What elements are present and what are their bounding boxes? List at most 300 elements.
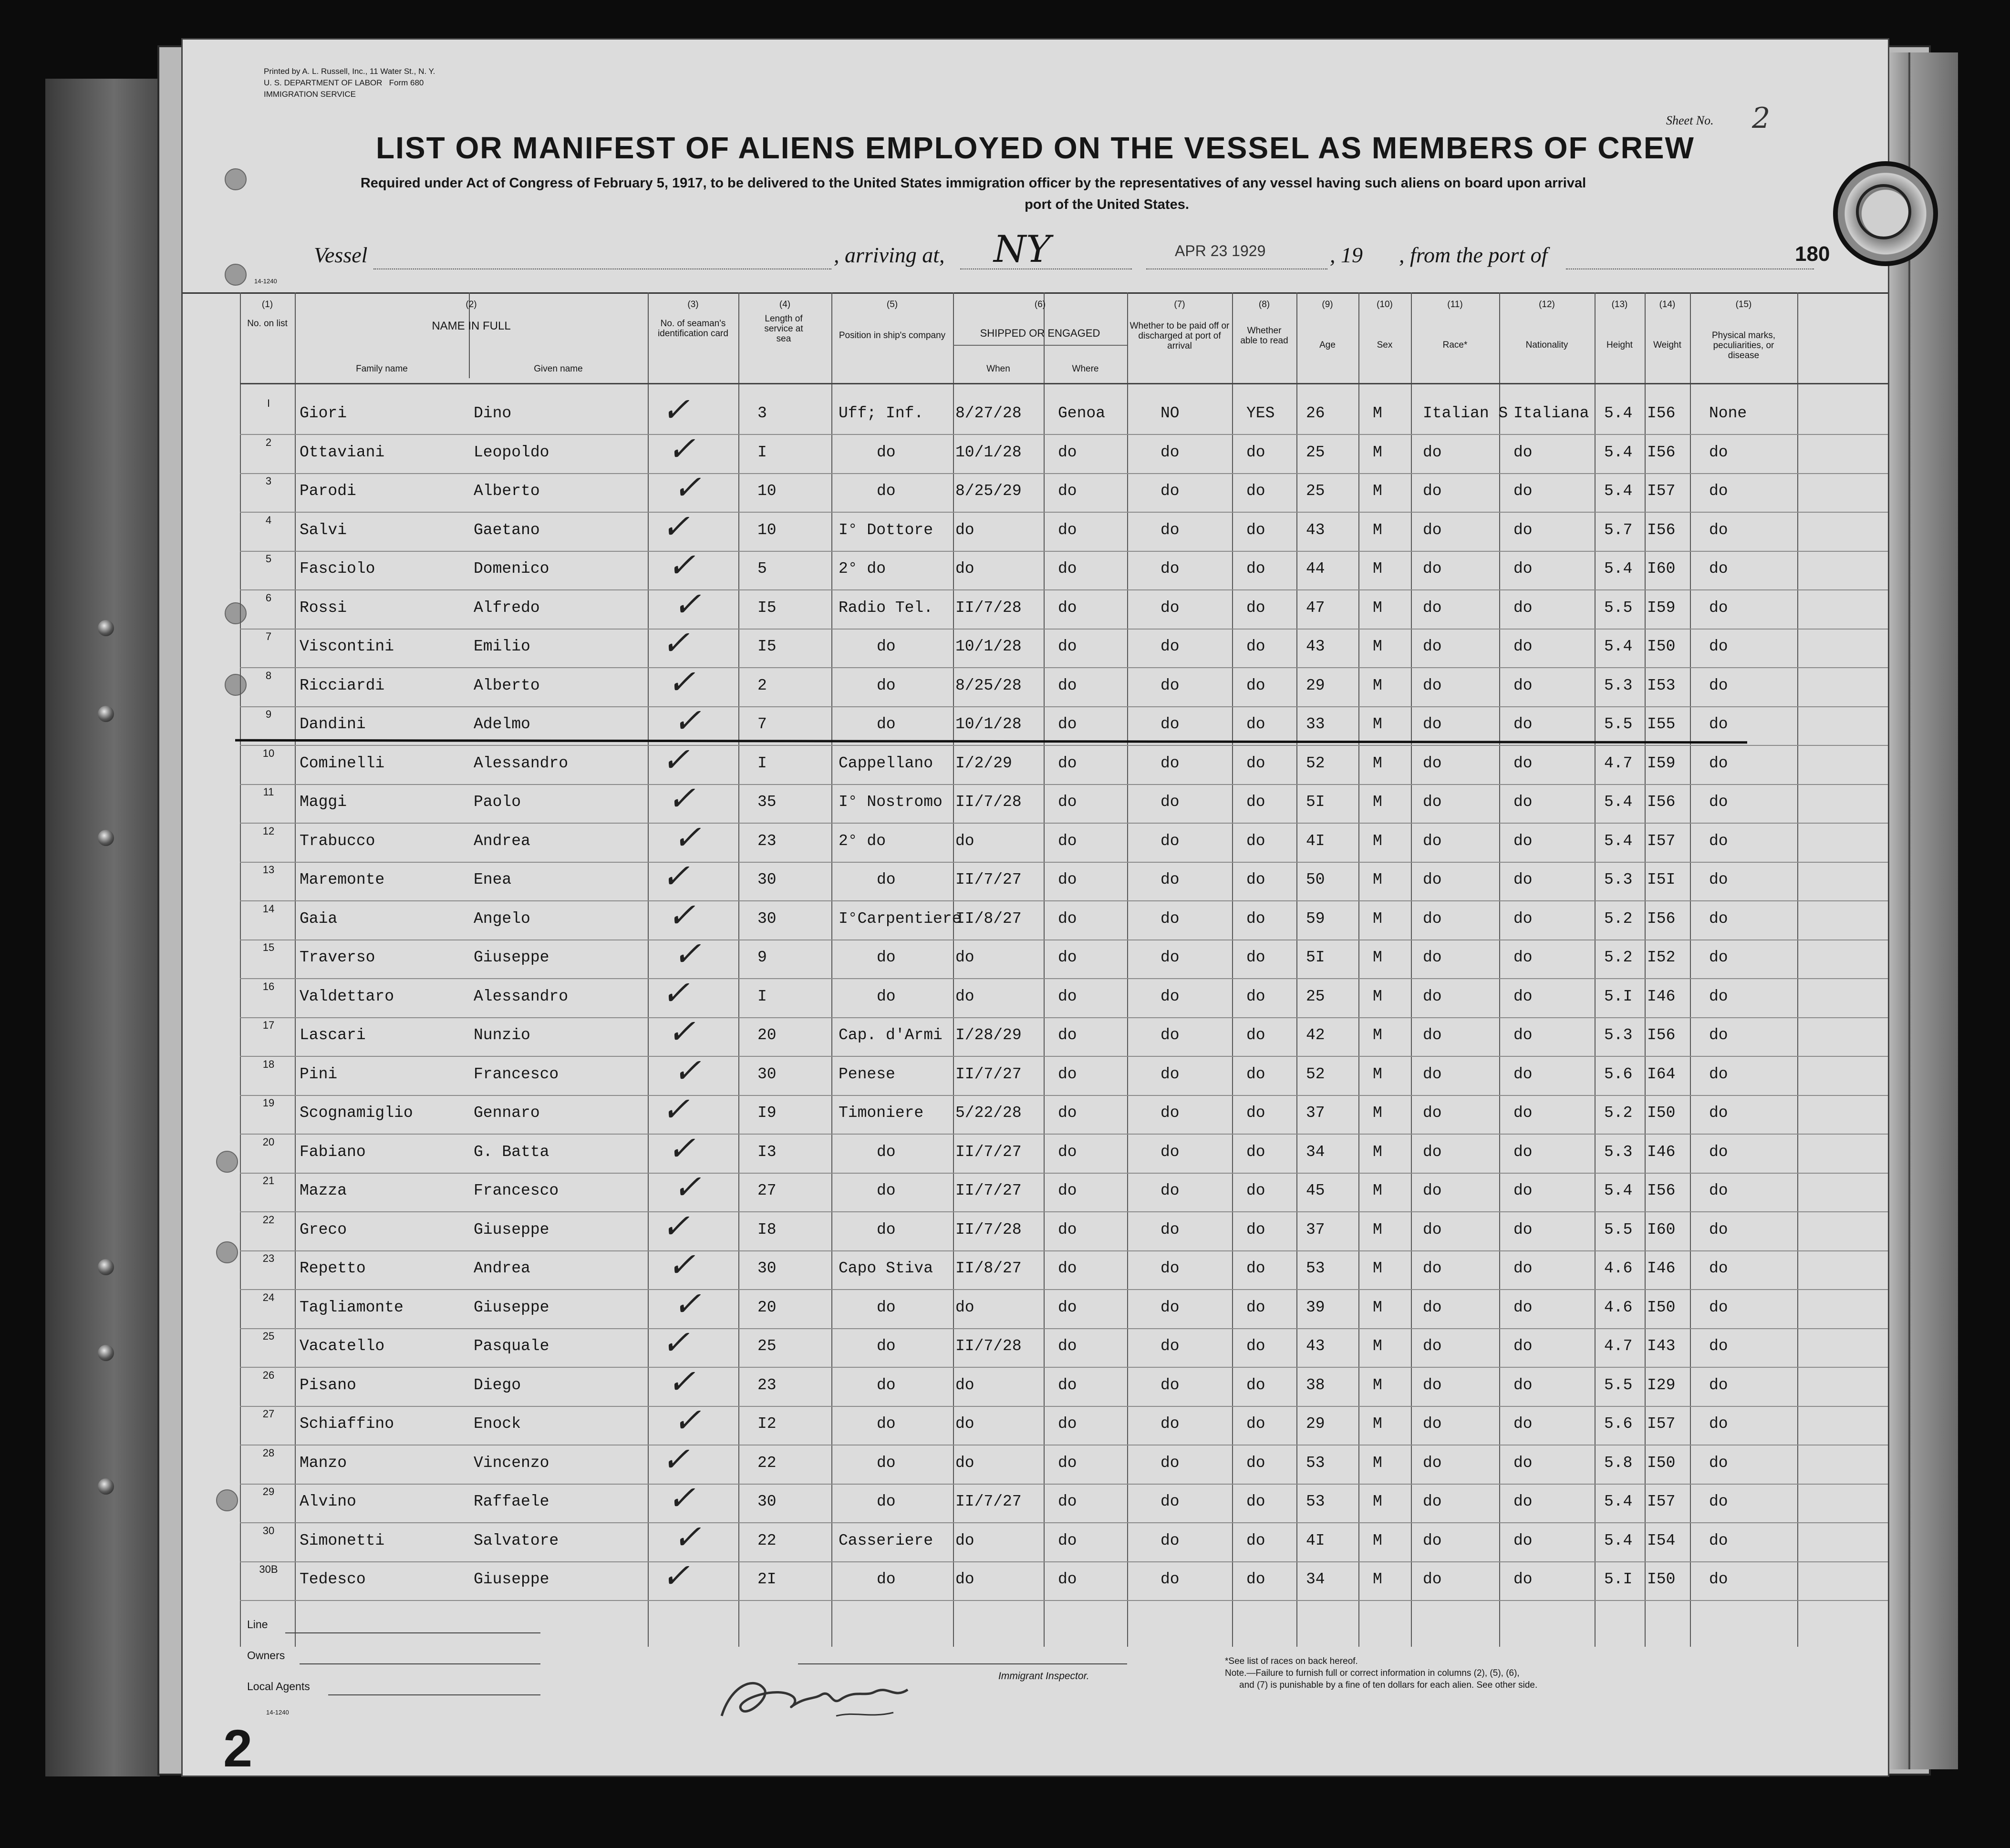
row-number: I xyxy=(267,397,270,409)
age: 37 xyxy=(1306,1104,1325,1122)
race: do xyxy=(1423,1104,1442,1122)
family-name: Valdettaro xyxy=(300,988,394,1005)
shipped-where: do xyxy=(1058,1299,1077,1316)
sex: M xyxy=(1373,444,1382,461)
id-card-checkmark-icon: ✓ xyxy=(671,468,709,507)
physical-marks: do xyxy=(1709,1260,1728,1277)
paid-off: do xyxy=(1160,715,1180,733)
able-to-read: do xyxy=(1246,988,1265,1005)
weight: I56 xyxy=(1647,444,1676,461)
sex: M xyxy=(1373,1104,1382,1122)
sex: M xyxy=(1373,1026,1382,1044)
position: do xyxy=(877,1376,896,1394)
position: do xyxy=(877,949,896,966)
given-name: Adelmo xyxy=(474,715,530,733)
row-rule xyxy=(240,823,1888,824)
height: 5.4 xyxy=(1604,1493,1633,1510)
age: 45 xyxy=(1306,1182,1325,1199)
col-1-header: No. on list xyxy=(247,319,288,329)
age: 59 xyxy=(1306,910,1325,928)
able-to-read: do xyxy=(1246,1065,1265,1083)
paid-off: do xyxy=(1160,677,1180,694)
shipped-where: do xyxy=(1058,832,1077,850)
nationality: do xyxy=(1513,1493,1533,1510)
paid-off: do xyxy=(1160,1415,1180,1433)
height: 5.3 xyxy=(1604,677,1633,694)
row-number: 30B xyxy=(259,1563,278,1575)
imprint-department xyxy=(264,77,435,89)
race: do xyxy=(1423,910,1442,928)
sex: M xyxy=(1373,1532,1382,1549)
stamped-page-number: 180 xyxy=(1795,242,1830,266)
shipped-when: do xyxy=(955,1454,974,1472)
col-3-header: No. of seaman's identification card xyxy=(658,319,728,339)
service-years: 22 xyxy=(757,1454,777,1472)
able-to-read: do xyxy=(1246,715,1265,733)
service-years: I5 xyxy=(757,638,777,655)
given-name: Gennaro xyxy=(474,1104,540,1122)
shipped-when: 8/25/29 xyxy=(955,482,1022,500)
service-years: 20 xyxy=(757,1026,777,1044)
binder-rivet xyxy=(98,620,114,636)
service-years: 30 xyxy=(757,1065,777,1083)
shipped-when: do xyxy=(955,988,974,1005)
shipped-when: do xyxy=(955,1570,974,1588)
sex: M xyxy=(1373,754,1382,772)
height: 5.I xyxy=(1604,1570,1633,1588)
sex: M xyxy=(1373,1415,1382,1433)
age: 5I xyxy=(1306,793,1325,811)
weight: I5I xyxy=(1647,871,1676,888)
id-card-checkmark-icon: ✓ xyxy=(671,1401,709,1440)
age: 42 xyxy=(1306,1026,1325,1044)
height: 4.7 xyxy=(1604,754,1633,772)
race: do xyxy=(1423,793,1442,811)
race: do xyxy=(1423,1376,1442,1394)
col-6-number: (6) xyxy=(1034,299,1046,310)
paid-off: do xyxy=(1160,1454,1180,1472)
row-number: 19 xyxy=(262,1097,275,1109)
id-card-checkmark-icon: ✓ xyxy=(659,1440,698,1479)
row-number: 18 xyxy=(262,1058,275,1070)
shipped-where: do xyxy=(1058,988,1077,1005)
position: do xyxy=(877,1570,896,1588)
printer-imprint xyxy=(264,66,435,100)
page-subtitle: Required under Act of Congress of February 5, 1917, to be delivered to the United States immigration officer by the representatives of any vessel having such aliens on board upon arrival xyxy=(360,176,1586,191)
col-divider xyxy=(1296,292,1297,1647)
paid-off: do xyxy=(1160,1182,1180,1199)
physical-marks: do xyxy=(1709,832,1728,850)
nationality: do xyxy=(1513,1026,1533,1044)
vessel-label: Vessel xyxy=(314,243,368,267)
right-page-stack xyxy=(1886,52,1958,1769)
position: do xyxy=(877,638,896,655)
col-6-where-header: Where xyxy=(1072,364,1099,374)
nationality: do xyxy=(1513,1104,1533,1122)
sex: M xyxy=(1373,1570,1382,1588)
given-name: Francesco xyxy=(474,1065,559,1083)
family-name: Simonetti xyxy=(300,1532,385,1549)
id-card-checkmark-icon: ✓ xyxy=(665,896,704,935)
height: 5.4 xyxy=(1604,638,1633,655)
given-name: Raffaele xyxy=(474,1493,549,1510)
shipped-when: 10/1/28 xyxy=(955,444,1022,461)
form-code-top: 14-1240 xyxy=(254,278,277,285)
service-years: 2 xyxy=(757,677,767,694)
binder-rivet xyxy=(98,706,114,722)
col-divider xyxy=(1411,292,1412,1647)
row-number: 13 xyxy=(262,864,275,876)
row-number: 15 xyxy=(262,941,275,953)
punch-hole xyxy=(225,602,247,624)
paid-off: do xyxy=(1160,1260,1180,1277)
given-name: Salvatore xyxy=(474,1532,559,1549)
sheet-number: 2 xyxy=(1752,102,1771,135)
paid-off: do xyxy=(1160,1143,1180,1161)
position: Penese xyxy=(839,1065,895,1083)
able-to-read: do xyxy=(1246,521,1265,539)
weight: I59 xyxy=(1647,599,1676,617)
weight: I57 xyxy=(1647,832,1676,850)
family-name: Tedesco xyxy=(300,1570,366,1588)
row-rule xyxy=(240,1017,1888,1018)
height: 4.6 xyxy=(1604,1260,1633,1277)
col-2-number: (2) xyxy=(466,299,477,310)
weight: I56 xyxy=(1647,404,1676,422)
given-name: Alfredo xyxy=(474,599,540,617)
shipped-when: II/7/27 xyxy=(955,1143,1022,1161)
nationality: do xyxy=(1513,910,1533,928)
year-label: , 19 xyxy=(1330,243,1363,267)
row-number: 6 xyxy=(265,592,272,604)
id-card-checkmark-icon: ✓ xyxy=(671,1518,709,1557)
col-4-number: (4) xyxy=(779,299,791,310)
imprint-service: IMMIGRATION SERVICE xyxy=(264,90,356,99)
given-name: Giuseppe xyxy=(474,1570,549,1588)
row-number: 7 xyxy=(265,630,272,642)
age: 43 xyxy=(1306,521,1325,539)
height: 5.5 xyxy=(1604,1221,1633,1239)
position: Uff; Inf. xyxy=(839,404,924,422)
page-title: LIST OR MANIFEST OF ALIENS EMPLOYED ON THE VESSEL AS MEMBERS OF CREW xyxy=(376,131,1695,165)
position: I°Carpentiere xyxy=(839,910,962,928)
age: 4I xyxy=(1306,1532,1325,1549)
family-name: Rossi xyxy=(300,599,347,617)
physical-marks: do xyxy=(1709,560,1728,578)
family-name: Ottaviani xyxy=(300,444,385,461)
shipped-when: 8/27/28 xyxy=(955,404,1022,422)
shipped-where: do xyxy=(1058,1221,1077,1239)
col-8-number: (8) xyxy=(1258,299,1270,310)
col-divider xyxy=(1044,292,1045,1647)
height: 5.4 xyxy=(1604,482,1633,500)
col-9-header: Age xyxy=(1319,340,1336,350)
id-card-checkmark-icon: ✓ xyxy=(665,1478,704,1518)
service-years: 23 xyxy=(757,1376,777,1394)
col-14-number: (14) xyxy=(1659,299,1676,310)
id-card-checkmark-icon: ✓ xyxy=(659,740,698,779)
given-name: Domenico xyxy=(474,560,549,578)
height: 5.6 xyxy=(1604,1065,1633,1083)
given-name: Giuseppe xyxy=(474,949,549,966)
paid-off: do xyxy=(1160,444,1180,461)
shipped-when: do xyxy=(955,521,974,539)
col-10-number: (10) xyxy=(1377,299,1393,310)
row-number: 23 xyxy=(262,1252,275,1264)
row-number: 5 xyxy=(265,553,272,565)
paid-off: do xyxy=(1160,832,1180,850)
able-to-read: do xyxy=(1246,1260,1265,1277)
shipped-where: do xyxy=(1058,1376,1077,1394)
race: do xyxy=(1423,1299,1442,1316)
family-name: Repetto xyxy=(300,1260,366,1277)
age: 50 xyxy=(1306,871,1325,888)
row-rule xyxy=(240,667,1888,668)
col-8-header: Whether able to read xyxy=(1240,326,1288,346)
nationality: do xyxy=(1513,988,1533,1005)
position: do xyxy=(877,871,896,888)
service-years: 10 xyxy=(757,521,777,539)
service-years: 30 xyxy=(757,1260,777,1277)
physical-marks: do xyxy=(1709,793,1728,811)
age: 39 xyxy=(1306,1299,1325,1316)
service-years: I3 xyxy=(757,1143,777,1161)
nationality: do xyxy=(1513,1299,1533,1316)
header-bottom-border xyxy=(240,383,1888,384)
physical-marks: do xyxy=(1709,1299,1728,1316)
row-number: 9 xyxy=(265,708,272,720)
given-name: Diego xyxy=(474,1376,521,1394)
position: Cap. d'Armi xyxy=(839,1026,943,1044)
id-card-checkmark-icon: ✓ xyxy=(659,1556,698,1595)
paid-off: do xyxy=(1160,1337,1180,1355)
shipped-where: do xyxy=(1058,1026,1077,1044)
race: do xyxy=(1423,871,1442,888)
given-name: Enea xyxy=(474,871,512,888)
weight: I46 xyxy=(1647,988,1676,1005)
nationality: Italiana xyxy=(1513,404,1589,422)
physical-marks: do xyxy=(1709,1143,1728,1161)
id-card-checkmark-icon: ✓ xyxy=(665,1245,704,1284)
position: do xyxy=(877,1454,896,1472)
binder-rivet xyxy=(98,830,114,846)
service-years: I2 xyxy=(757,1415,777,1433)
race: do xyxy=(1423,638,1442,655)
nationality: do xyxy=(1513,1065,1533,1083)
row-rule xyxy=(240,862,1888,863)
given-name: Enock xyxy=(474,1415,521,1433)
row-number: 12 xyxy=(262,825,275,837)
age: 53 xyxy=(1306,1260,1325,1277)
height: 5.5 xyxy=(1604,1376,1633,1394)
paid-off: do xyxy=(1160,1026,1180,1044)
shipped-where: do xyxy=(1058,599,1077,617)
shipped-when: 10/1/28 xyxy=(955,638,1022,655)
service-years: I xyxy=(757,754,767,772)
age: 33 xyxy=(1306,715,1325,733)
sex: M xyxy=(1373,988,1382,1005)
nationality: do xyxy=(1513,1532,1533,1549)
shipped-where: do xyxy=(1058,910,1077,928)
height: 5.8 xyxy=(1604,1454,1633,1472)
race: do xyxy=(1423,988,1442,1005)
race: do xyxy=(1423,1026,1442,1044)
height: 5.4 xyxy=(1604,793,1633,811)
shipped-when: 8/25/28 xyxy=(955,677,1022,694)
position: Radio Tel. xyxy=(839,599,933,617)
col-12-number: (12) xyxy=(1539,299,1555,310)
row-rule xyxy=(240,1600,1888,1601)
col-divider xyxy=(1358,292,1359,1647)
punch-hole xyxy=(216,1151,238,1173)
age: 4I xyxy=(1306,832,1325,850)
row-number: 2 xyxy=(265,436,272,448)
shipped-where: do xyxy=(1058,871,1077,888)
shipped-when: II/7/28 xyxy=(955,793,1022,811)
date-stamp: APR 23 1929 xyxy=(1175,242,1266,259)
race: do xyxy=(1423,1337,1442,1355)
family-name: Fasciolo xyxy=(300,560,375,578)
position: I° Dottore xyxy=(839,521,933,539)
sex: M xyxy=(1373,1493,1382,1510)
id-card-checkmark-icon: ✓ xyxy=(659,507,698,546)
weight: I50 xyxy=(1647,1299,1676,1316)
paid-off: do xyxy=(1160,1221,1180,1239)
row-rule xyxy=(240,1289,1888,1290)
sex: M xyxy=(1373,1143,1382,1161)
position: do xyxy=(877,715,896,733)
nationality: do xyxy=(1513,1221,1533,1239)
id-card-checkmark-icon: ✓ xyxy=(671,585,709,624)
physical-marks: do xyxy=(1709,1221,1728,1239)
nationality: do xyxy=(1513,949,1533,966)
race: do xyxy=(1423,1532,1442,1549)
row-number: 22 xyxy=(262,1214,275,1226)
shipped-when: I/2/29 xyxy=(955,754,1012,772)
age: 52 xyxy=(1306,1065,1325,1083)
height: 5.3 xyxy=(1604,1143,1633,1161)
shipped-where: do xyxy=(1058,1182,1077,1199)
weight: I60 xyxy=(1647,560,1676,578)
able-to-read: do xyxy=(1246,560,1265,578)
col-9-number: (9) xyxy=(1322,299,1333,310)
weight: I50 xyxy=(1647,1570,1676,1588)
sex: M xyxy=(1373,521,1382,539)
family-name: Salvi xyxy=(300,521,347,539)
penalty-note-cont: and (7) is punishable by a fine of ten dollars for each alien. See other side. xyxy=(1239,1680,1538,1690)
col-6-when-header: When xyxy=(986,364,1010,374)
position: I° Nostromo xyxy=(839,793,943,811)
service-years: I xyxy=(757,444,767,461)
col-2-family-header: Family name xyxy=(356,364,408,374)
able-to-read: do xyxy=(1246,1415,1265,1433)
row-rule xyxy=(240,1095,1888,1096)
row-rule xyxy=(240,978,1888,979)
shipped-where: do xyxy=(1058,949,1077,966)
able-to-read: do xyxy=(1246,1182,1265,1199)
sex: M xyxy=(1373,1376,1382,1394)
race: do xyxy=(1423,1182,1442,1199)
service-years: 27 xyxy=(757,1182,777,1199)
physical-marks: do xyxy=(1709,1454,1728,1472)
able-to-read: do xyxy=(1246,1104,1265,1122)
row-rule xyxy=(240,473,1888,474)
nationality: do xyxy=(1513,1143,1533,1161)
shipped-where: do xyxy=(1058,560,1077,578)
binder-rivet xyxy=(98,1478,114,1495)
height: 5.I xyxy=(1604,988,1633,1005)
punch-hole xyxy=(216,1489,238,1511)
row-number: 21 xyxy=(262,1175,275,1187)
nationality: do xyxy=(1513,832,1533,850)
shipped-where: do xyxy=(1058,677,1077,694)
shipped-where: do xyxy=(1058,444,1077,461)
nationality: do xyxy=(1513,793,1533,811)
position: do xyxy=(877,1299,896,1316)
family-name: Lascari xyxy=(300,1026,366,1044)
shipped-when: II/7/28 xyxy=(955,599,1022,617)
age: 43 xyxy=(1306,1337,1325,1355)
nationality: do xyxy=(1513,1182,1533,1199)
inspector-signature xyxy=(712,1671,941,1728)
service-years: 2I xyxy=(757,1570,777,1588)
service-years: 23 xyxy=(757,832,777,850)
position: Casseriere xyxy=(839,1532,933,1549)
race: do xyxy=(1423,444,1442,461)
id-card-checkmark-icon: ✓ xyxy=(659,857,698,896)
sex: M xyxy=(1373,715,1382,733)
paid-off: do xyxy=(1160,599,1180,617)
row-rule xyxy=(240,434,1888,435)
row-rule xyxy=(240,512,1888,513)
paid-off: do xyxy=(1160,949,1180,966)
given-name: Nunzio xyxy=(474,1026,530,1044)
family-name: Ricciardi xyxy=(300,677,385,694)
able-to-read: do xyxy=(1246,638,1265,655)
able-to-read: do xyxy=(1246,444,1265,461)
col-divider xyxy=(1690,292,1691,1647)
family-name: Tagliamonte xyxy=(300,1299,404,1316)
nationality: do xyxy=(1513,715,1533,733)
nationality: do xyxy=(1513,1260,1533,1277)
age: 52 xyxy=(1306,754,1325,772)
row-rule xyxy=(240,1328,1888,1329)
paid-off: do xyxy=(1160,1104,1180,1122)
able-to-read: do xyxy=(1246,793,1265,811)
arriving-rule xyxy=(960,268,1132,269)
shipped-where: do xyxy=(1058,1065,1077,1083)
col-divider xyxy=(1645,292,1646,1647)
arriving-label: , arriving at, xyxy=(834,243,945,267)
able-to-read: do xyxy=(1246,832,1265,850)
family-name: Pisano xyxy=(300,1376,356,1394)
height: 5.4 xyxy=(1604,1532,1633,1549)
weight: I59 xyxy=(1647,754,1676,772)
col-4-header: Length of service at sea xyxy=(764,314,803,344)
local-agents-rule xyxy=(328,1694,540,1695)
position: do xyxy=(877,1182,896,1199)
sex: M xyxy=(1373,949,1382,966)
sex: M xyxy=(1373,560,1382,578)
col-divider xyxy=(1499,292,1500,1647)
family-name: Dandini xyxy=(300,715,366,733)
race: do xyxy=(1423,1493,1442,1510)
nationality: do xyxy=(1513,599,1533,617)
given-name: Emilio xyxy=(474,638,530,655)
row-rule xyxy=(240,1250,1888,1251)
weight: I54 xyxy=(1647,1532,1676,1549)
shipped-where: do xyxy=(1058,1260,1077,1277)
